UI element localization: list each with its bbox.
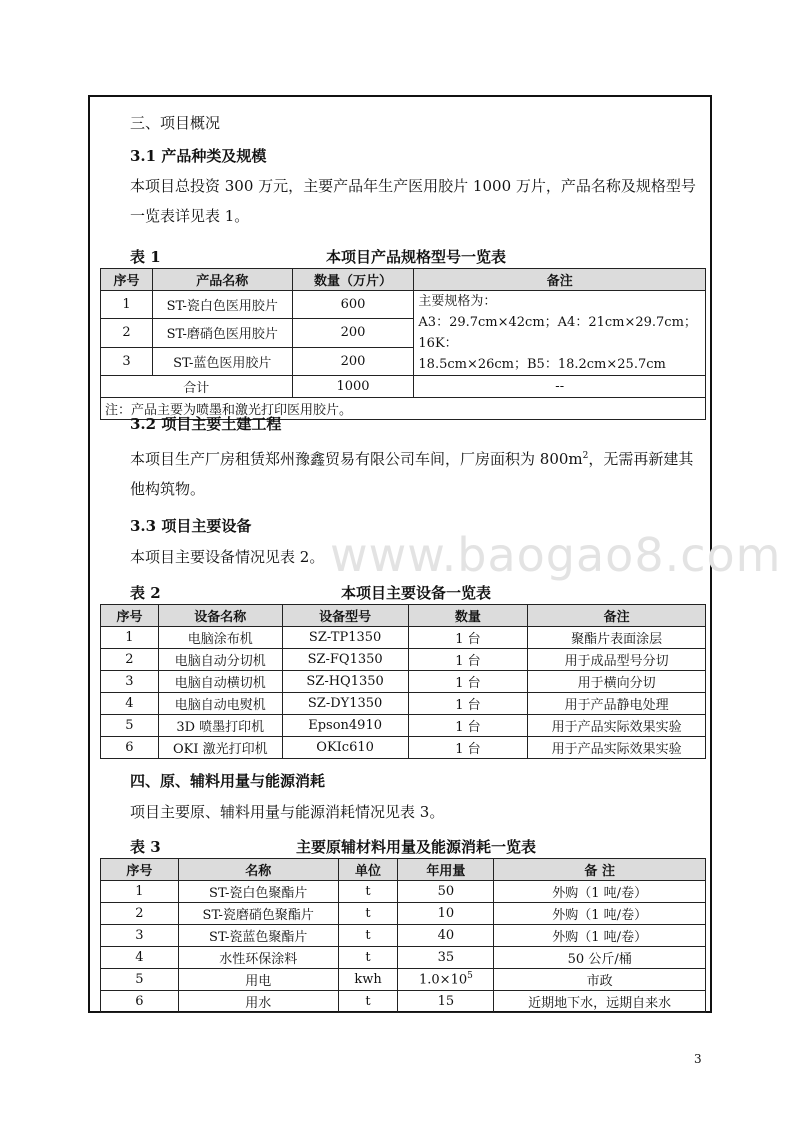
table-row bbox=[101, 715, 706, 737]
table-cell: t bbox=[338, 925, 398, 947]
table1-title: 本项目产品规格型号一览表 bbox=[325, 248, 506, 266]
table-row bbox=[101, 693, 706, 715]
table-cell: 3 bbox=[101, 671, 159, 693]
table-cell: -- bbox=[414, 376, 706, 398]
table-header-cell: 设备型号 bbox=[282, 605, 408, 627]
table-cell: SZ-TP1350 bbox=[282, 627, 408, 649]
section-3-2-heading: 3.2 项目主要土建工程 bbox=[130, 415, 282, 433]
table-header-row bbox=[101, 269, 706, 291]
section-4-paragraph: 项目主要原、辅料用量与能源消耗情况见表 3。 bbox=[130, 803, 445, 821]
table-header-cell: 数量 bbox=[408, 605, 528, 627]
section-3-1-paragraph bbox=[130, 171, 702, 231]
power-exponent: 5 bbox=[467, 971, 473, 982]
table-row bbox=[101, 627, 706, 649]
table-cell: ST-瓷磨硝色聚酯片 bbox=[178, 903, 338, 925]
table2-title: 本项目主要设备一览表 bbox=[340, 584, 491, 602]
table-row bbox=[101, 991, 706, 1013]
table-cell: OKIc610 bbox=[282, 737, 408, 759]
table-cell: ST-瓷白色聚酯片 bbox=[178, 881, 338, 903]
section-3-1-heading: 3.1 产品种类及规模 bbox=[130, 147, 267, 165]
table-cell: ST-蓝色医用胶片 bbox=[152, 347, 292, 375]
table-cell: 200 bbox=[292, 319, 414, 347]
table-row bbox=[101, 969, 706, 991]
remark-line: 主要规格为： bbox=[418, 294, 497, 309]
table-cell: Epson4910 bbox=[282, 715, 408, 737]
table-header-cell: 备 注 bbox=[494, 859, 706, 881]
table-cell: 10 bbox=[398, 903, 494, 925]
table-row bbox=[101, 737, 706, 759]
table-cell: 200 bbox=[292, 347, 414, 375]
section-4-heading: 四、原、辅料用量与能源消耗 bbox=[130, 772, 326, 790]
materials-energy-table bbox=[100, 858, 706, 1013]
table-cell: 外购（1 吨/卷） bbox=[494, 903, 706, 925]
table-cell bbox=[398, 969, 494, 991]
table-cell: 电脑自动分切机 bbox=[158, 649, 282, 671]
section-3-heading: 三、项目概况 bbox=[130, 114, 221, 132]
table-cell: 用于产品实际效果实验 bbox=[528, 715, 706, 737]
table-cell: 1 bbox=[101, 627, 159, 649]
table-cell: 4 bbox=[101, 947, 179, 969]
table-cell: t bbox=[338, 903, 398, 925]
table-row bbox=[101, 881, 706, 903]
table-header-cell: 设备名称 bbox=[158, 605, 282, 627]
table-cell: 5 bbox=[101, 715, 159, 737]
table-cell: t bbox=[338, 947, 398, 969]
table-cell: 40 bbox=[398, 925, 494, 947]
table-header-cell: 名称 bbox=[178, 859, 338, 881]
table-cell: 用于横向分切 bbox=[528, 671, 706, 693]
table-cell: ST-瓷白色医用胶片 bbox=[152, 291, 292, 319]
table-cell: 1 台 bbox=[408, 649, 528, 671]
table-cell: SZ-DY1350 bbox=[282, 693, 408, 715]
table-cell: ST-瓷蓝色聚酯片 bbox=[178, 925, 338, 947]
table-cell: 用于成品型号分切 bbox=[528, 649, 706, 671]
table-header-cell: 年用量 bbox=[398, 859, 494, 881]
section-3-2-text: 本项目生产厂房租赁郑州豫鑫贸易有限公司车间，厂房面积为 800m bbox=[130, 450, 583, 468]
table-row bbox=[101, 925, 706, 947]
table-cell: 1 台 bbox=[408, 737, 528, 759]
table3-label: 表 3 bbox=[130, 838, 161, 856]
table-cell: 2 bbox=[101, 649, 159, 671]
table1-note: 注：产品主要为喷墨和激光打印医用胶片。 bbox=[101, 398, 706, 420]
table-cell: 50 bbox=[398, 881, 494, 903]
watermark: www.baogao8.com bbox=[330, 528, 782, 582]
table1-remark-cell bbox=[414, 291, 706, 376]
table-cell: 6 bbox=[101, 737, 159, 759]
equipment-table bbox=[100, 604, 706, 759]
table-cell: 1 台 bbox=[408, 715, 528, 737]
table-header-row bbox=[101, 859, 706, 881]
table-header-cell: 产品名称 bbox=[152, 269, 292, 291]
table-row bbox=[101, 291, 706, 319]
table-cell: 用水 bbox=[178, 991, 338, 1013]
section-3-2-paragraph bbox=[130, 441, 702, 504]
page-number: 3 bbox=[694, 1052, 702, 1066]
table-cell: 聚酯片表面涂层 bbox=[528, 627, 706, 649]
remark-line: A3：29.7cm×42cm；A4：21cm×29.7cm；16K： bbox=[418, 315, 697, 351]
table-cell: 外购（1 吨/卷） bbox=[494, 881, 706, 903]
table-cell: 15 bbox=[398, 991, 494, 1013]
table-cell: 3D 喷墨打印机 bbox=[158, 715, 282, 737]
remark-line: 18.5cm×26cm；B5：18.2cm×25.7cm bbox=[418, 357, 666, 372]
table-cell: SZ-HQ1350 bbox=[282, 671, 408, 693]
table-cell: SZ-FQ1350 bbox=[282, 649, 408, 671]
table-cell: 2 bbox=[101, 903, 179, 925]
table-cell: 外购（1 吨/卷） bbox=[494, 925, 706, 947]
section-3-3-paragraph: 本项目主要设备情况见表 2。 bbox=[130, 548, 325, 566]
table-cell: 用电 bbox=[178, 969, 338, 991]
table-cell: 用于产品静电处理 bbox=[528, 693, 706, 715]
table-cell: 用于产品实际效果实验 bbox=[528, 737, 706, 759]
table-cell: 6 bbox=[101, 991, 179, 1013]
table-cell: t bbox=[338, 991, 398, 1013]
table-header-cell: 数量（万片） bbox=[292, 269, 414, 291]
table-row bbox=[101, 903, 706, 925]
table-total-row bbox=[101, 376, 706, 398]
table-cell: 水性环保涂料 bbox=[178, 947, 338, 969]
product-spec-table bbox=[100, 268, 706, 420]
superscript: 2 bbox=[582, 451, 589, 461]
power-value: 1.0×10 bbox=[419, 972, 468, 988]
table-cell: 电脑涂布机 bbox=[158, 627, 282, 649]
table-cell: 市政 bbox=[494, 969, 706, 991]
table-cell: 1 台 bbox=[408, 693, 528, 715]
table-cell: 2 bbox=[101, 319, 153, 347]
section-3-1-text: 本项目总投资 300 万元，主要产品年生产医用胶片 1000 万片，产品名称及规格型号一览表详见表 1。 bbox=[130, 177, 696, 225]
table-cell: 600 bbox=[292, 291, 414, 319]
table-cell: kwh bbox=[338, 969, 398, 991]
table-row bbox=[101, 649, 706, 671]
table-cell: ST-磨硝色医用胶片 bbox=[152, 319, 292, 347]
table2-label: 表 2 bbox=[130, 584, 161, 602]
table-cell: 4 bbox=[101, 693, 159, 715]
table-header-cell: 备注 bbox=[528, 605, 706, 627]
table-cell: 1 台 bbox=[408, 671, 528, 693]
section-3-2-text-end: ，无需再新建其他构筑物。 bbox=[130, 450, 694, 498]
table-cell: 1 bbox=[101, 291, 153, 319]
table-cell: 50 公斤/桶 bbox=[494, 947, 706, 969]
table-cell: 合计 bbox=[101, 376, 293, 398]
section-3-3-heading: 3.3 项目主要设备 bbox=[130, 517, 252, 535]
table-cell: 3 bbox=[101, 347, 153, 375]
table-header-cell: 单位 bbox=[338, 859, 398, 881]
table3-title: 主要原辅材料用量及能源消耗一览表 bbox=[295, 838, 536, 856]
table1-label: 表 1 bbox=[130, 248, 161, 266]
table-cell: 1 bbox=[101, 881, 179, 903]
table-header-cell: 序号 bbox=[101, 605, 159, 627]
table-row bbox=[101, 947, 706, 969]
table-cell: 1 台 bbox=[408, 627, 528, 649]
table-cell: OKI 激光打印机 bbox=[158, 737, 282, 759]
table-row bbox=[101, 671, 706, 693]
table-cell: 35 bbox=[398, 947, 494, 969]
table-cell: 电脑自动电熨机 bbox=[158, 693, 282, 715]
table-header-cell: 备注 bbox=[414, 269, 706, 291]
table-header-cell: 序号 bbox=[101, 859, 179, 881]
table-cell: 3 bbox=[101, 925, 179, 947]
table-cell: 近期地下水，远期自来水 bbox=[494, 991, 706, 1013]
table-header-cell: 序号 bbox=[101, 269, 153, 291]
table-cell: 电脑自动横切机 bbox=[158, 671, 282, 693]
table-cell: 1000 bbox=[292, 376, 414, 398]
table-cell: t bbox=[338, 881, 398, 903]
table-cell: 5 bbox=[101, 969, 179, 991]
table-header-row bbox=[101, 605, 706, 627]
